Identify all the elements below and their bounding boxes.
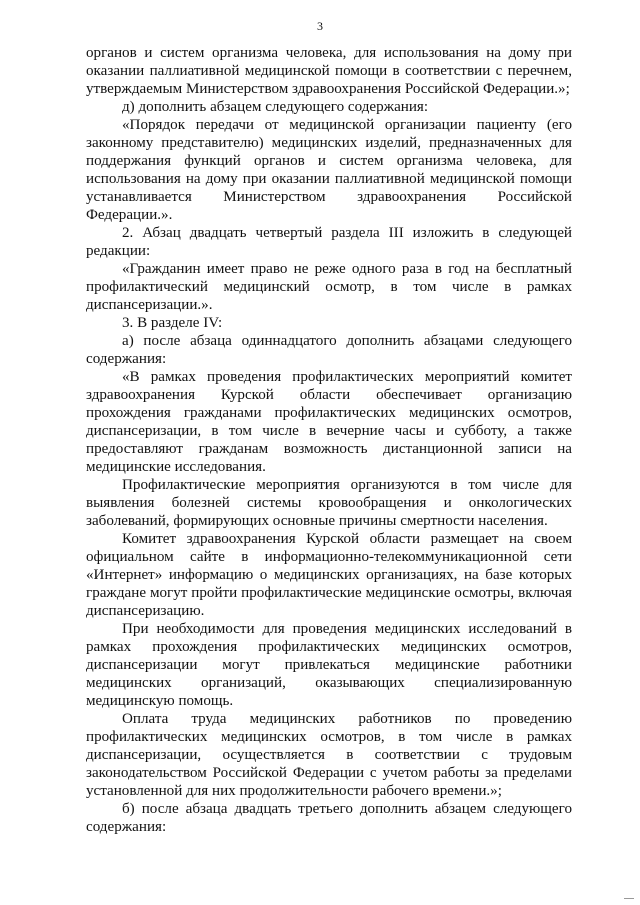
paragraph-amendment-d: д) дополнить абзацем следующего содержания: bbox=[122, 99, 429, 115]
paragraph-item-2: 2. Абзац двадцать четвертый раздела III изложить в следующей редакции: bbox=[86, 225, 572, 259]
scan-edge-mark bbox=[624, 898, 634, 899]
document-body bbox=[86, 44, 572, 836]
paragraph-amendment-b: б) после абзаца двадцать третьего дополнить абзацем следующего содержания: bbox=[86, 801, 572, 835]
page-number: 3 bbox=[317, 19, 323, 33]
paragraph-item-3: 3. В разделе IV: bbox=[122, 315, 223, 331]
paragraph-transfer-procedure: «Порядок передачи от медицинской организации пациенту (его законному представителю) медицинских изделий, предназначенных для поддержания функций органов и систем организма человека, для использования на дому при оказании паллиативной медицинской помощи устанавливается Министерством здравоохранения Российской Федерации.». bbox=[86, 117, 572, 223]
paragraph-citizen-right: «Гражданин имеет право не реже одного раза в год на бесплатный профилактический медицинский осмотр, в том числе в рамках диспансеризации.». bbox=[86, 261, 572, 313]
paragraph-website-info: Комитет здравоохранения Курской области размещает на своем официальном сайте в информационно-телекоммуникационной сети «Интернет» информацию о медицинских организациях, на базе которых граждане могут пройти профилактические медицинские осмотры, включая диспансеризацию. bbox=[86, 531, 572, 619]
paragraph-payment: Оплата труда медицинских работников по проведению профилактических медицинских осмотров, в том числе в рамках диспансеризации, осуществляется в соответствии с трудовым законодательством Российской Федерации с учетом работы за пределами установленной для них продолжительности рабочего времени.»; bbox=[86, 711, 572, 799]
paragraph-amendment-a: а) после абзаца одиннадцатого дополнить абзацами следующего содержания: bbox=[86, 333, 572, 367]
paragraph-disease-detection: Профилактические мероприятия организуются в том числе для выявления болезней системы кровообращения и онкологических заболеваний, формирующих основные причины смертности населения. bbox=[86, 477, 572, 529]
paragraph-preventive-measures: «В рамках проведения профилактических мероприятий комитет здравоохранения Курской области обеспечивает организацию прохождения гражданами профилактических медицинских осмотров, диспансеризации, в том числе в вечерние часы и субботу, а также предоставляют гражданам возможность дистанционной записи на медицинские исследования. bbox=[86, 369, 572, 475]
paragraph-specialists: При необходимости для проведения медицинских исследований в рамках прохождения профилактических медицинских осмотров, диспансеризации могут привлекаться медицинские работники медицинских организаций, оказывающих специализированную медицинскую помощь. bbox=[86, 621, 572, 709]
paragraph-continuation: органов и систем организма человека, для использования на дому при оказании паллиативной медицинской помощи в соответствии с перечнем, утверждаемым Министерством здравоохранения Российской Федерации.»; bbox=[86, 45, 572, 97]
